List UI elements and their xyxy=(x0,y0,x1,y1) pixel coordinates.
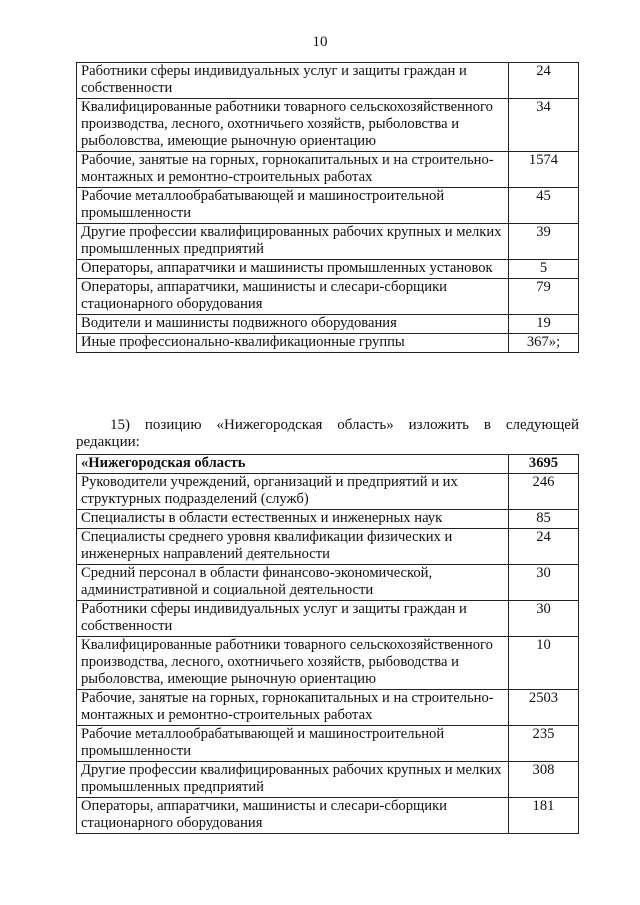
occupation-label: Операторы, аппаратчики и машинисты промышленных установок xyxy=(77,260,509,279)
occupation-value: 34 xyxy=(509,99,579,152)
table-row xyxy=(77,565,579,601)
table-row xyxy=(77,63,579,99)
table-row xyxy=(77,260,579,279)
occupation-label: Водители и машинисты подвижного оборудования xyxy=(77,315,509,334)
occupation-value: 5 xyxy=(509,260,579,279)
occupation-label: Руководители учреждений, организаций и предприятий и их структурных подразделений (служб) xyxy=(77,474,509,510)
occupation-label: Рабочие металлообрабатывающей и машиностроительной промышленности xyxy=(77,188,509,224)
table-row xyxy=(77,798,579,834)
occupation-value: 10 xyxy=(509,637,579,690)
occupation-label: Средний персонал в области финансово-экономической, административной и социальной деятельности xyxy=(77,565,509,601)
occupation-value: 30 xyxy=(509,565,579,601)
occupation-value: 19 xyxy=(509,315,579,334)
occupation-value: 308 xyxy=(509,762,579,798)
amendment-paragraph xyxy=(76,417,579,451)
occupation-value: 79 xyxy=(509,279,579,315)
occupation-label: Работники сферы индивидуальных услуг и защиты граждан и собственности xyxy=(77,63,509,99)
table-row xyxy=(77,637,579,690)
occupation-label: Рабочие, занятые на горных, горнокапитальных и на строительно-монтажных и ремонтно-строительных работах xyxy=(77,690,509,726)
occupation-value: 1574 xyxy=(509,152,579,188)
occupation-label: Другие профессии квалифицированных рабочих крупных и мелких промышленных предприятий xyxy=(77,224,509,260)
occupation-label: Иные профессионально-квалификационные группы xyxy=(77,334,509,353)
occupation-label: Квалифицированные работники товарного сельскохозяйственного производства, лесного, охотничьего хозяйств, рыбоводства и рыболовства, имеющие рыночную ориентацию xyxy=(77,637,509,690)
occupation-value: 367»; xyxy=(509,334,579,353)
occupation-label: Специалисты в области естественных и инженерных наук xyxy=(77,510,509,529)
occupation-label: Другие профессии квалифицированных рабочих крупных и мелких промышленных предприятий xyxy=(77,762,509,798)
table-row xyxy=(77,279,579,315)
occupation-table-continued xyxy=(76,62,579,353)
table-row xyxy=(77,762,579,798)
occupation-label: Операторы, аппаратчики, машинисты и слесари-сборщики стационарного оборудования xyxy=(77,798,509,834)
occupation-value: 246 xyxy=(509,474,579,510)
occupation-value: 2503 xyxy=(509,690,579,726)
table-row xyxy=(77,188,579,224)
region-title: «Нижегородская область xyxy=(77,455,509,474)
occupation-label: Специалисты среднего уровня квалификации физических и инженерных направлений деятельности xyxy=(77,529,509,565)
table-row xyxy=(77,152,579,188)
table-row xyxy=(77,690,579,726)
table-row xyxy=(77,474,579,510)
occupation-value: 181 xyxy=(509,798,579,834)
table-row xyxy=(77,601,579,637)
table-row xyxy=(77,334,579,353)
occupation-value: 30 xyxy=(509,601,579,637)
table-row xyxy=(77,726,579,762)
table-row xyxy=(77,510,579,529)
table-header-row xyxy=(77,455,579,474)
table-row xyxy=(77,99,579,152)
occupation-value: 85 xyxy=(509,510,579,529)
nizhny-novgorod-table xyxy=(76,454,579,834)
occupation-value: 24 xyxy=(509,63,579,99)
occupation-value: 235 xyxy=(509,726,579,762)
occupation-value: 39 xyxy=(509,224,579,260)
region-total: 3695 xyxy=(509,455,579,474)
occupation-value: 45 xyxy=(509,188,579,224)
table-row xyxy=(77,315,579,334)
occupation-label: Операторы, аппаратчики, машинисты и слесари-сборщики стационарного оборудования xyxy=(77,279,509,315)
occupation-label: Квалифицированные работники товарного сельскохозяйственного производства, лесного, охотничьего хозяйств, рыболовства и рыболовства, имеющие рыночную ориентацию xyxy=(77,99,509,152)
table-row xyxy=(77,224,579,260)
occupation-label: Рабочие, занятые на горных, горнокапитальных и на строительно-монтажных и ремонтно-строительных работах xyxy=(77,152,509,188)
occupation-label: Рабочие металлообрабатывающей и машиностроительной промышленности xyxy=(77,726,509,762)
occupation-value: 24 xyxy=(509,529,579,565)
amendment-text: 15) позицию «Нижегородская область» изложить в следующей редакции: xyxy=(76,417,579,450)
occupation-label: Работники сферы индивидуальных услуг и защиты граждан и собственности xyxy=(77,601,509,637)
table-row xyxy=(77,529,579,565)
page-number: 10 xyxy=(312,34,328,50)
